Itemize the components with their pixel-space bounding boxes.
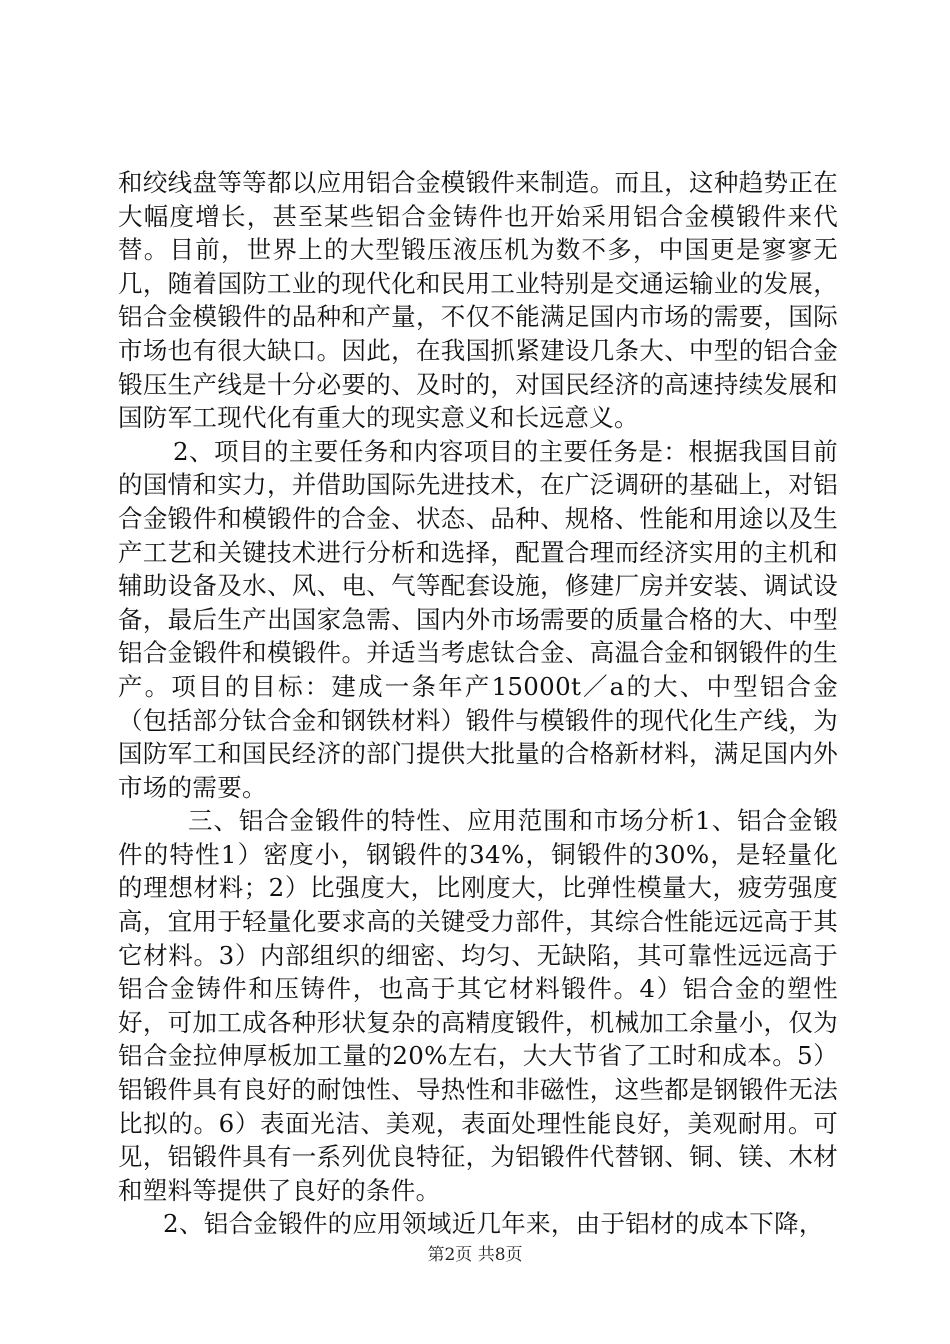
document-body bbox=[118, 166, 838, 1241]
paragraph-application-fields: 2、铝合金锻件的应用领域近几年来，由于铝材的成本下降， bbox=[163, 1209, 824, 1239]
paragraph-continuation: 和绞线盘等等都以应用铝合金模锻件来制造。而且，这种趋势正在大幅度增长，甚至某些铝合金铸件也开始采用铝合金模锻件来代替。目前，世界上的大型锻压液压机为数不多，中国更是寥寥无几，随着国防工业的现代化和民用工业特别是交通运输业的发展，铝合金模锻件的品种和产量，不仅不能满足国内市场的需要，国际市场也有很大缺口。因此，在我国抓紧建设几条大、中型的铝合金锻压生产线是十分必要的、及时的，对国民经济的高速持续发展和国防军工现代化有重大的现实意义和长远意义。 bbox=[118, 168, 838, 433]
page-number-footer: 第2页 共8页 bbox=[427, 1245, 523, 1265]
paragraph-forging-properties: 三、铝合金锻件的特性、应用范围和市场分析1、铝合金锻件的特性1）密度小，钢锻件的34%，铜锻件的30%，是轻量化的理想材料；2）比强度大，比刚度大，比弹性模量大，疲劳强度高，宜用于轻量化要求高的关键受力部件，其综合性能远远高于其它材料。3）内部组织的细密、均匀、无缺陷，其可靠性远远高于铝合金铸件和压铸件，也高于其它材料锻件。4）铝合金的塑性好，可加工成各种形状复杂的高精度锻件，机械加工余量小，仅为铝合金拉伸厚板加工量的20%左右，大大节省了工时和成本。5）铝锻件具有良好的耐蚀性、导热性和非磁性，这些都是钢锻件无法比拟的。6）表面光洁、美观，表面处理性能良好，美观耐用。可见，铝锻件具有一系列优良特征，为铝锻件代替钢、铜、镁、木材和塑料等提供了良好的条件。 bbox=[118, 806, 838, 1205]
paragraph-project-tasks: 2、项目的主要任务和内容项目的主要任务是：根据我国目前的国情和实力，并借助国际先进技术，在广泛调研的基础上，对铝合金锻件和模锻件的合金、状态、品种、规格、性能和用途以及生产工艺和关键技术进行分析和选择，配置合理而经济实用的主机和辅助设备及水、风、电、气等配套设施，修建厂房并安装、调试设备，最后生产出国家急需、国内外市场需要的质量合格的大、中型铝合金锻件和模锻件。并适当考虑钛合金、高温合金和钢锻件的生产。项目的目标：建成一条年产15000t／a的大、中型铝合金（包括部分钛合金和钢铁材料）锻件与模锻件的现代化生产线，为国防军工和国民经济的部门提供大批量的合格新材料，满足国内外市场的需要。 bbox=[118, 436, 838, 802]
